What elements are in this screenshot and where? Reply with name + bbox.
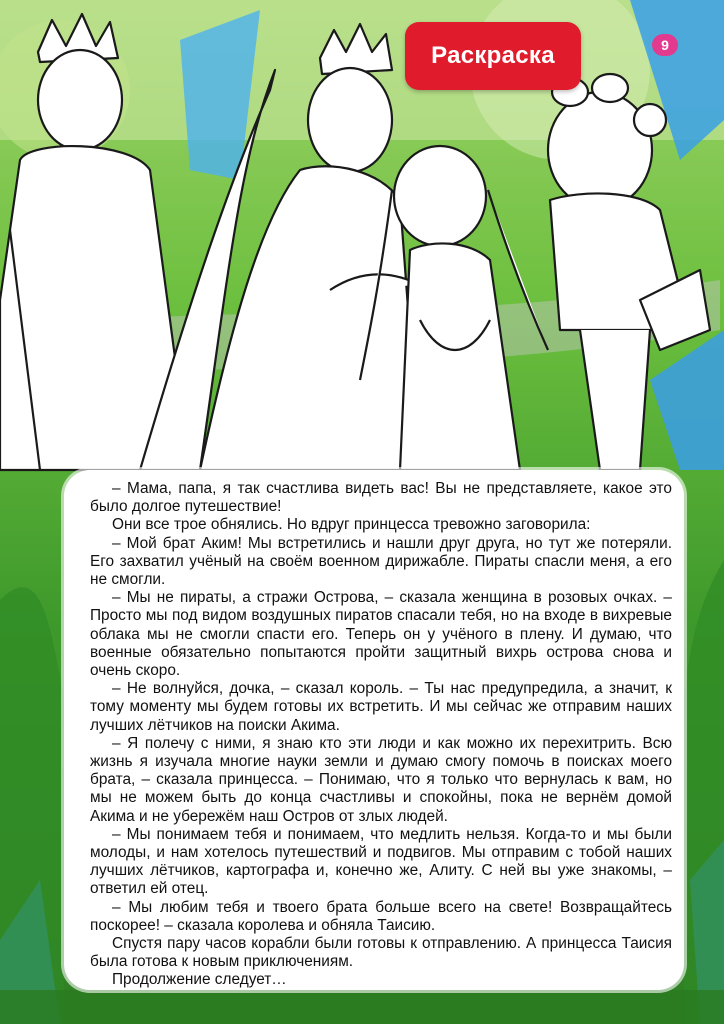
page-number-badge: 9	[652, 34, 678, 56]
story-paragraph: – Не волнуйся, дочка, – сказал король. – Ты нас предупредила, а значит, к тому моменту мы будем готовы их встретить. И мы сейчас же отправим наших лучших лётчиков на поиски Акима.	[90, 680, 672, 734]
aviator-figure	[548, 74, 710, 470]
story-paragraph: – Мы понимаем тебя и понимаем, что медлить нельзя. Когда-то и мы были молоды, и нам хотелось путешествий и подвигов. Мы отправим с тобой наших лучших лётчиков, картографа и, конечно же, Алиту. С ней вы уже знакомы, – ответил ей отец.	[90, 825, 672, 898]
story-paragraph: – Я полечу с ними, я знаю кто эти люди и как можно их перехитрить. Всю жизнь я изучала многие науки земли и думаю смогу помочь в поисках моего брата, – сказала принцесса. – Понимаю, что я только что вернулась к вам, но мы не можем быть до конца счастливы и спокойны, пока не вернём домой Акима и не убережём наш Остров от злых людей.	[90, 734, 672, 825]
story-paragraph: – Мой брат Аким! Мы встретились и нашли друг друга, но тут же потеряли. Его захватил учёный на своём военном дирижабле. Пираты спасли меня, а его не смогли.	[90, 534, 672, 589]
story-paragraph: – Мама, папа, я так счастлива видеть вас! Вы не представляете, какое это было долгое путешествие!	[90, 480, 672, 516]
section-label: Раскраска	[431, 42, 555, 69]
story-text	[90, 480, 672, 990]
story-paragraph: Спустя пару часов корабли были готовы к отправлению. А принцесса Таисия была готова к новым приключениям.	[90, 935, 672, 971]
story-paragraph: Они все трое обнялись. Но вдруг принцесса тревожно заговорила:	[112, 516, 591, 534]
story-paragraph: – Мы не пираты, а стражи Острова, – сказала женщина в розовых очках. – Просто мы под видом воздушных пиратов спасали тебя, но на входе в вихревые облака мы не смогли спасти его. Теперь он у учёного в плену. И думаю, что военные обязательно попытаются пройти защитный вихрь острова снова и очень скоро.	[90, 589, 672, 680]
story-paragraph: Продолжение следует…	[112, 971, 287, 989]
section-tab	[405, 22, 581, 90]
queen-figure	[140, 24, 420, 470]
coloring-illustration	[0, 0, 724, 480]
story-paragraph: – Мы любим тебя и твоего брата больше всего на свете! Возвращайтесь поскорее! – сказала королева и обняла Таисию.	[90, 898, 672, 934]
